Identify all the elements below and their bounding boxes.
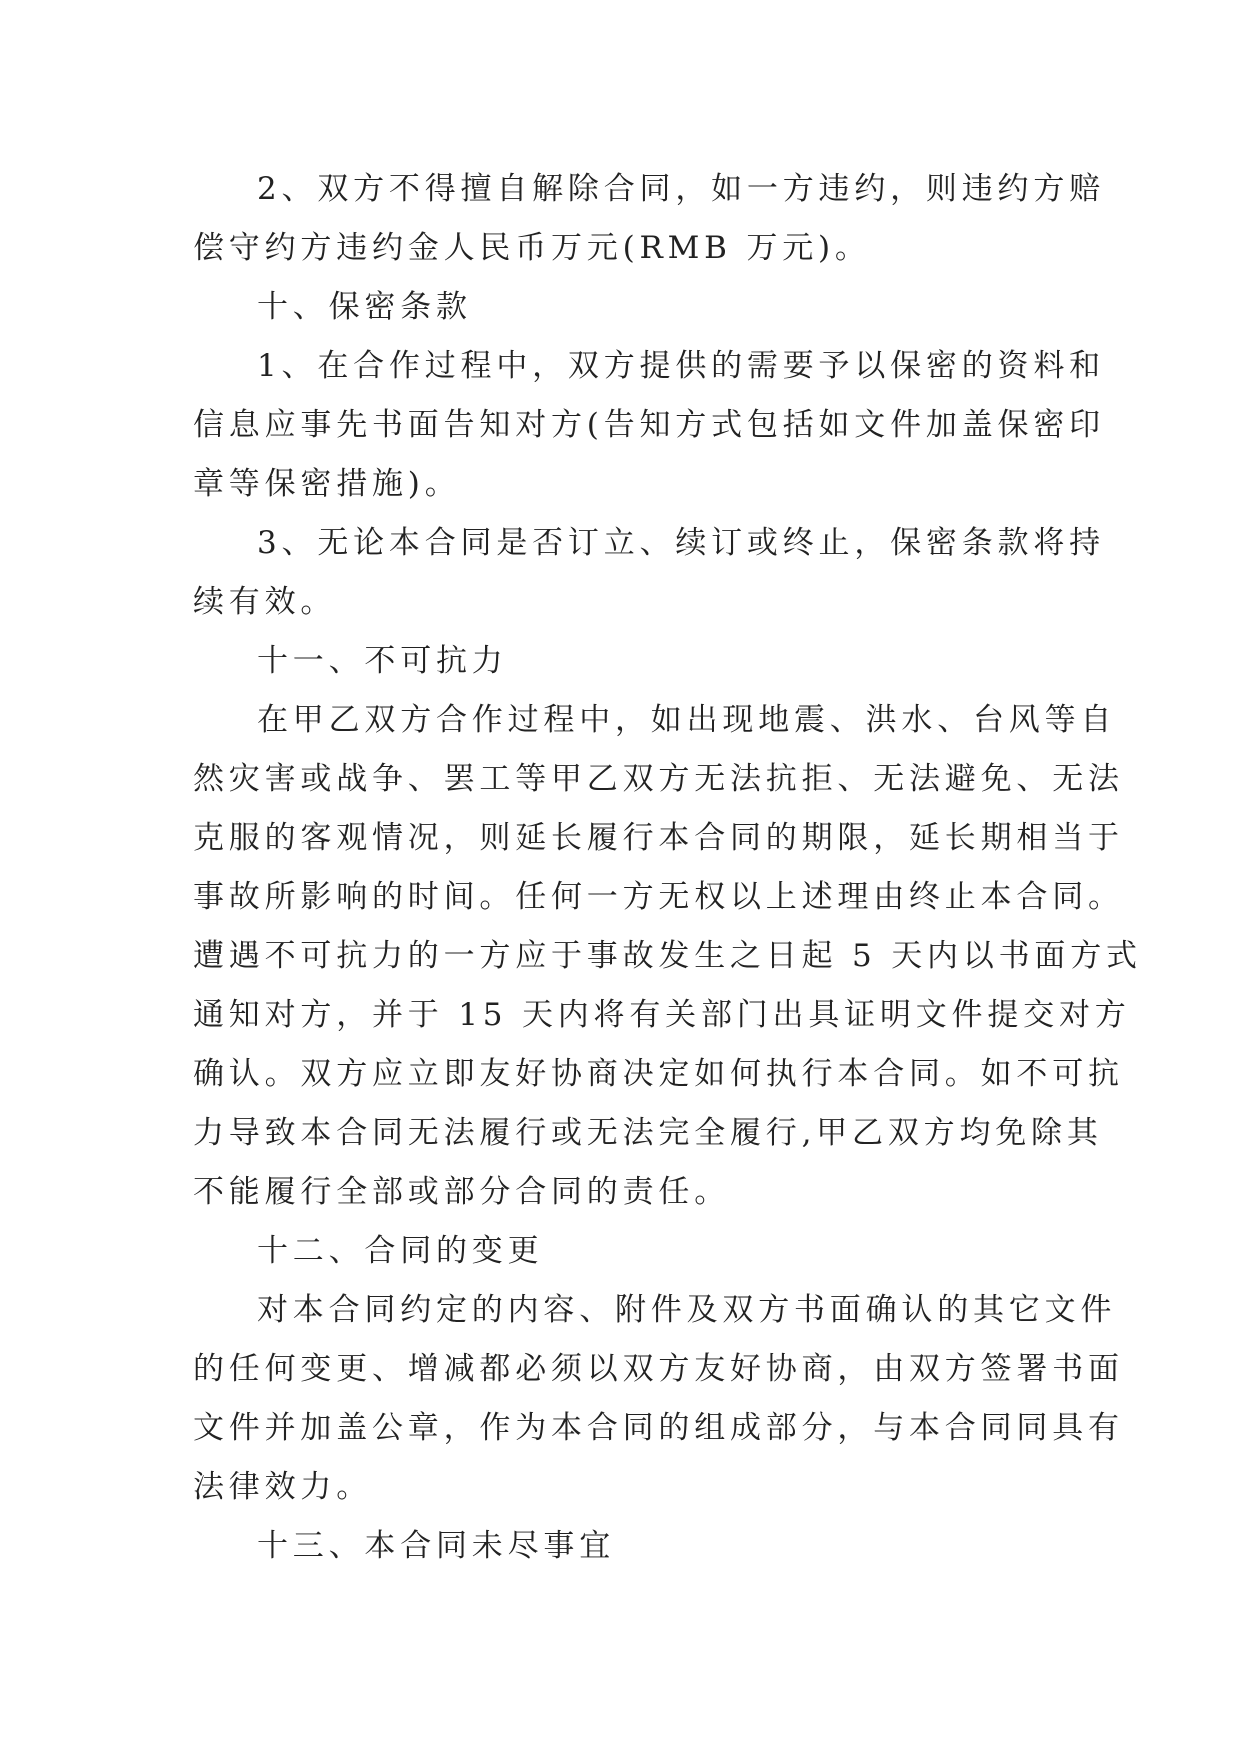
heading-unresolved [193,1517,1053,1576]
paragraph-confidentiality-1 [193,337,1105,514]
heading-force-majeure [193,632,1053,691]
text-line: 法律效力。 [193,1469,372,1505]
heading-amendment [193,1222,1053,1281]
text-line: 确认。双方应立即友好协商决定如何执行本合同。如不可抗 [193,1056,1124,1092]
paragraph-force-majeure [193,691,1142,1222]
text-line: 事故所影响的时间。任何一方无权以上述理由终止本合同。 [193,879,1124,915]
text-line: 在甲乙双方合作过程中，如出现地震、洪水、台风等自 [257,702,1117,738]
text-line: 遭遇不可抗力的一方应于事故发生之日起 5 天内以书面方式 [193,938,1142,974]
text-line: 十一、不可抗力 [257,643,508,679]
text-line: 十二、合同的变更 [257,1233,544,1269]
text-line: 偿守约方违约金人民币万元(RMB 万元)。 [193,230,871,266]
text-line: 十、保密条款 [257,289,472,325]
text-line: 1、在合作过程中，双方提供的需要予以保密的资料和 [257,348,1105,384]
text-line: 3、无论本合同是否订立、续订或终止，保密条款将持 [257,525,1105,561]
text-line: 文件并加盖公章，作为本合同的组成部分，与本合同同具有 [193,1410,1124,1446]
text-line: 克服的客观情况，则延长履行本合同的期限，延长期相当于 [193,820,1124,856]
paragraph-confidentiality-3 [193,514,1105,632]
text-line: 通知对方，并于 15 天内将有关部门出具证明文件提交对方 [193,997,1131,1033]
text-line: 然灾害或战争、罢工等甲乙双方无法抗拒、无法避免、无法 [193,761,1124,797]
text-line: 十三、本合同未尽事宜 [257,1528,615,1564]
text-line: 2、双方不得擅自解除合同，如一方违约，则违约方赔 [257,171,1105,207]
heading-confidentiality [193,278,1053,337]
text-line: 对本合同约定的内容、附件及双方书面确认的其它文件 [257,1292,1117,1328]
paragraph-amendment [193,1281,1124,1517]
text-line: 信息应事先书面告知对方(告知方式包括如文件加盖保密印 [193,407,1105,443]
text-line: 续有效。 [193,584,337,620]
text-line: 力导致本合同无法履行或无法完全履行,甲乙双方均免除其 [193,1115,1103,1151]
text-line: 章等保密措施)。 [193,466,461,502]
document-body [193,160,1142,1576]
paragraph-breach-2 [193,160,1105,278]
text-line: 不能履行全部或部分合同的责任。 [193,1174,730,1210]
text-line: 的任何变更、增减都必须以双方友好协商，由双方签署书面 [193,1351,1124,1387]
